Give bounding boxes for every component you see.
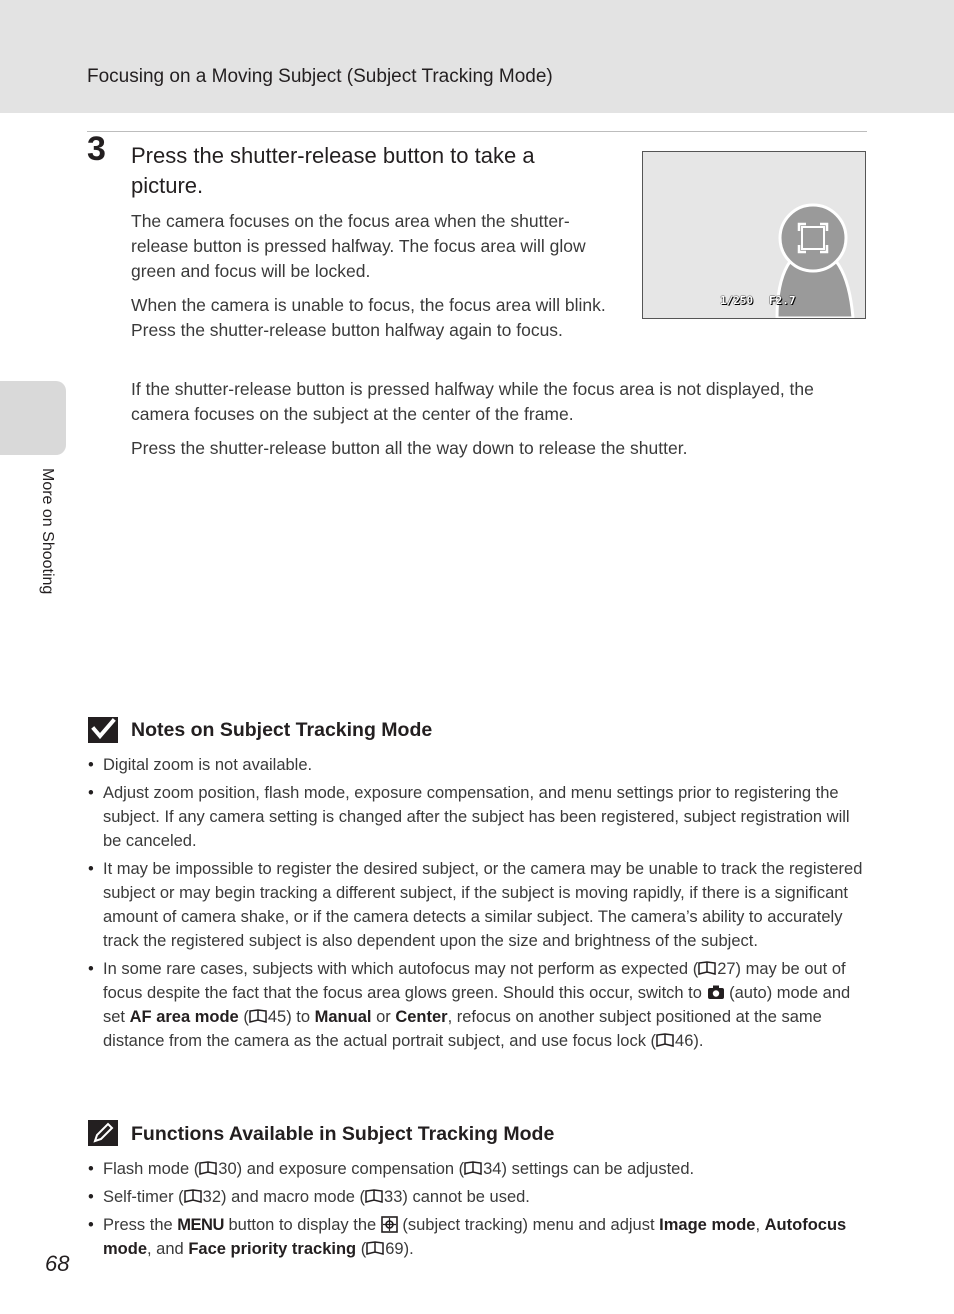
section-label: More on Shooting — [39, 468, 56, 595]
list-item-text: ) may be out of focus despite the fact that the focus area glows green. Should this occur, switch to — [103, 960, 846, 1002]
page-reference: 33 — [384, 1188, 403, 1206]
list-item — [87, 781, 867, 853]
shutter-speed-readout: 1/250 — [720, 294, 754, 307]
setting-name: AF area mode — [129, 1008, 239, 1026]
book-reference-icon — [184, 1189, 203, 1203]
camera-screen-illustration — [642, 151, 866, 319]
setting-name: Face priority tracking — [188, 1240, 357, 1258]
list-item-text: ( — [360, 1240, 367, 1258]
list-item-text: Self-timer ( — [103, 1188, 184, 1206]
list-item — [87, 1185, 867, 1209]
step-paragraph-4: Press the shutter-release button all the way down to release the shutter. — [131, 438, 688, 458]
setting-name: Center — [395, 1008, 448, 1026]
menu-button-glyph: MENU — [177, 1216, 224, 1234]
page-reference: 32 — [202, 1188, 222, 1206]
page-reference: 69 — [385, 1240, 404, 1258]
notes-list — [87, 753, 867, 1057]
list-item-text: or — [376, 1008, 391, 1026]
book-reference-icon — [199, 1161, 218, 1175]
pencil-icon — [88, 1120, 118, 1146]
list-item — [87, 1157, 867, 1181]
list-item-text: Flash mode ( — [103, 1160, 200, 1178]
header-title: Focusing on a Moving Subject (Subject Tracking Mode) — [87, 66, 553, 87]
aperture-readout: F2.7 — [769, 294, 796, 307]
list-item-text: In some rare cases, subjects with which autofocus may not perform as expected ( — [103, 960, 699, 978]
list-item-text: Adjust zoom position, flash mode, exposure compensation, and menu settings prior to registering the subject. If any camera setting is changed after the subject has been registered, subject registration will be canceled. — [103, 784, 850, 850]
page-reference: 46 — [675, 1032, 694, 1050]
list-item-text: ) and exposure compensation ( — [236, 1160, 465, 1178]
list-item-text: ). — [693, 1032, 704, 1050]
book-reference-icon — [656, 1033, 675, 1047]
subject-tracking-icon — [381, 1216, 398, 1233]
book-reference-icon — [365, 1189, 384, 1203]
setting-name: Manual — [314, 1008, 372, 1026]
step-heading: Press the shutter-release button to take a picture. — [131, 143, 535, 198]
list-item-text: ). — [403, 1240, 414, 1258]
list-item-text: , refocus on another subject positioned at the same distance from the camera as the actual portrait subject, and use focus lock ( — [103, 1008, 822, 1050]
list-item-text: (auto) mode and set — [103, 984, 851, 1026]
functions-list — [87, 1157, 867, 1265]
list-item-text: ) and macro mode ( — [221, 1188, 366, 1206]
header-band — [0, 0, 954, 113]
page-reference: 34 — [483, 1160, 502, 1178]
list-item-text: ) to — [286, 1008, 311, 1026]
list-item-text: , and — [147, 1240, 184, 1258]
list-item — [87, 857, 867, 953]
book-reference-icon — [366, 1241, 385, 1255]
list-item-text: It may be impossible to register the desired subject, or the camera may be unable to track the registered subject or may begin tracking a different subject, if the subject is moving rapidly, if there is a significant amount of camera shake, or if the camera detects a similar subject. The camera’s ability to accurately track the registered subject is also dependent upon the size and brightness of the subject. — [103, 860, 863, 950]
step-divider — [87, 131, 867, 132]
step-paragraph-2: When the camera is unable to focus, the focus area will blink. Press the shutter-release button halfway again to focus. — [131, 295, 606, 340]
book-reference-icon — [464, 1161, 483, 1175]
list-item — [87, 753, 867, 777]
book-reference-icon — [249, 1009, 268, 1023]
step-paragraph-1: The camera focuses on the focus area when the shutter-release button is pressed halfway. The focus area will glow green and focus will be locked. — [131, 211, 586, 281]
step-number: 3 — [87, 130, 106, 168]
page-number: 68 — [45, 1251, 70, 1276]
list-item-text: (subject tracking) menu and adjust — [402, 1216, 655, 1234]
subject-silhouette — [643, 152, 865, 318]
setting-name: Autofocus mode — [103, 1216, 847, 1258]
list-item-text: Press the — [103, 1216, 173, 1234]
list-item — [87, 1213, 867, 1261]
list-item-text: ) cannot be used. — [402, 1188, 530, 1206]
book-reference-icon — [698, 961, 717, 975]
list-item-text: , — [755, 1216, 761, 1234]
page-reference: 27 — [717, 960, 736, 978]
list-item-text: ) settings can be adjusted. — [501, 1160, 695, 1178]
section-tab — [0, 381, 66, 455]
setting-name: Image mode — [659, 1216, 756, 1234]
page-reference: 30 — [218, 1160, 237, 1178]
check-mark-icon — [88, 717, 118, 743]
page-reference: 45 — [267, 1008, 287, 1026]
list-item-text: button to display the — [228, 1216, 377, 1234]
list-item: • In some rare cases, subjects with which autofocus may not perform as expected ( 27) may be out of focus despite the fact that the focus area glows green. Should this occur, switch to (auto) mode and set AF area mode ( 45) to Manual or Center, refocus on another subject positioned at the same distance from the camera as the actual portrait subject, and use focus lock ( 46). — [87, 957, 867, 1053]
camera-icon — [707, 985, 725, 1000]
step-paragraph-3: If the shutter-release button is pressed halfway while the focus area is not displayed, the camera focuses on the subject at the center of the frame. — [131, 379, 814, 424]
notes-heading: Notes on Subject Tracking Mode — [131, 719, 433, 741]
functions-heading: Functions Available in Subject Tracking Mode — [131, 1123, 555, 1145]
list-item-text: Digital zoom is not available. — [103, 756, 313, 774]
